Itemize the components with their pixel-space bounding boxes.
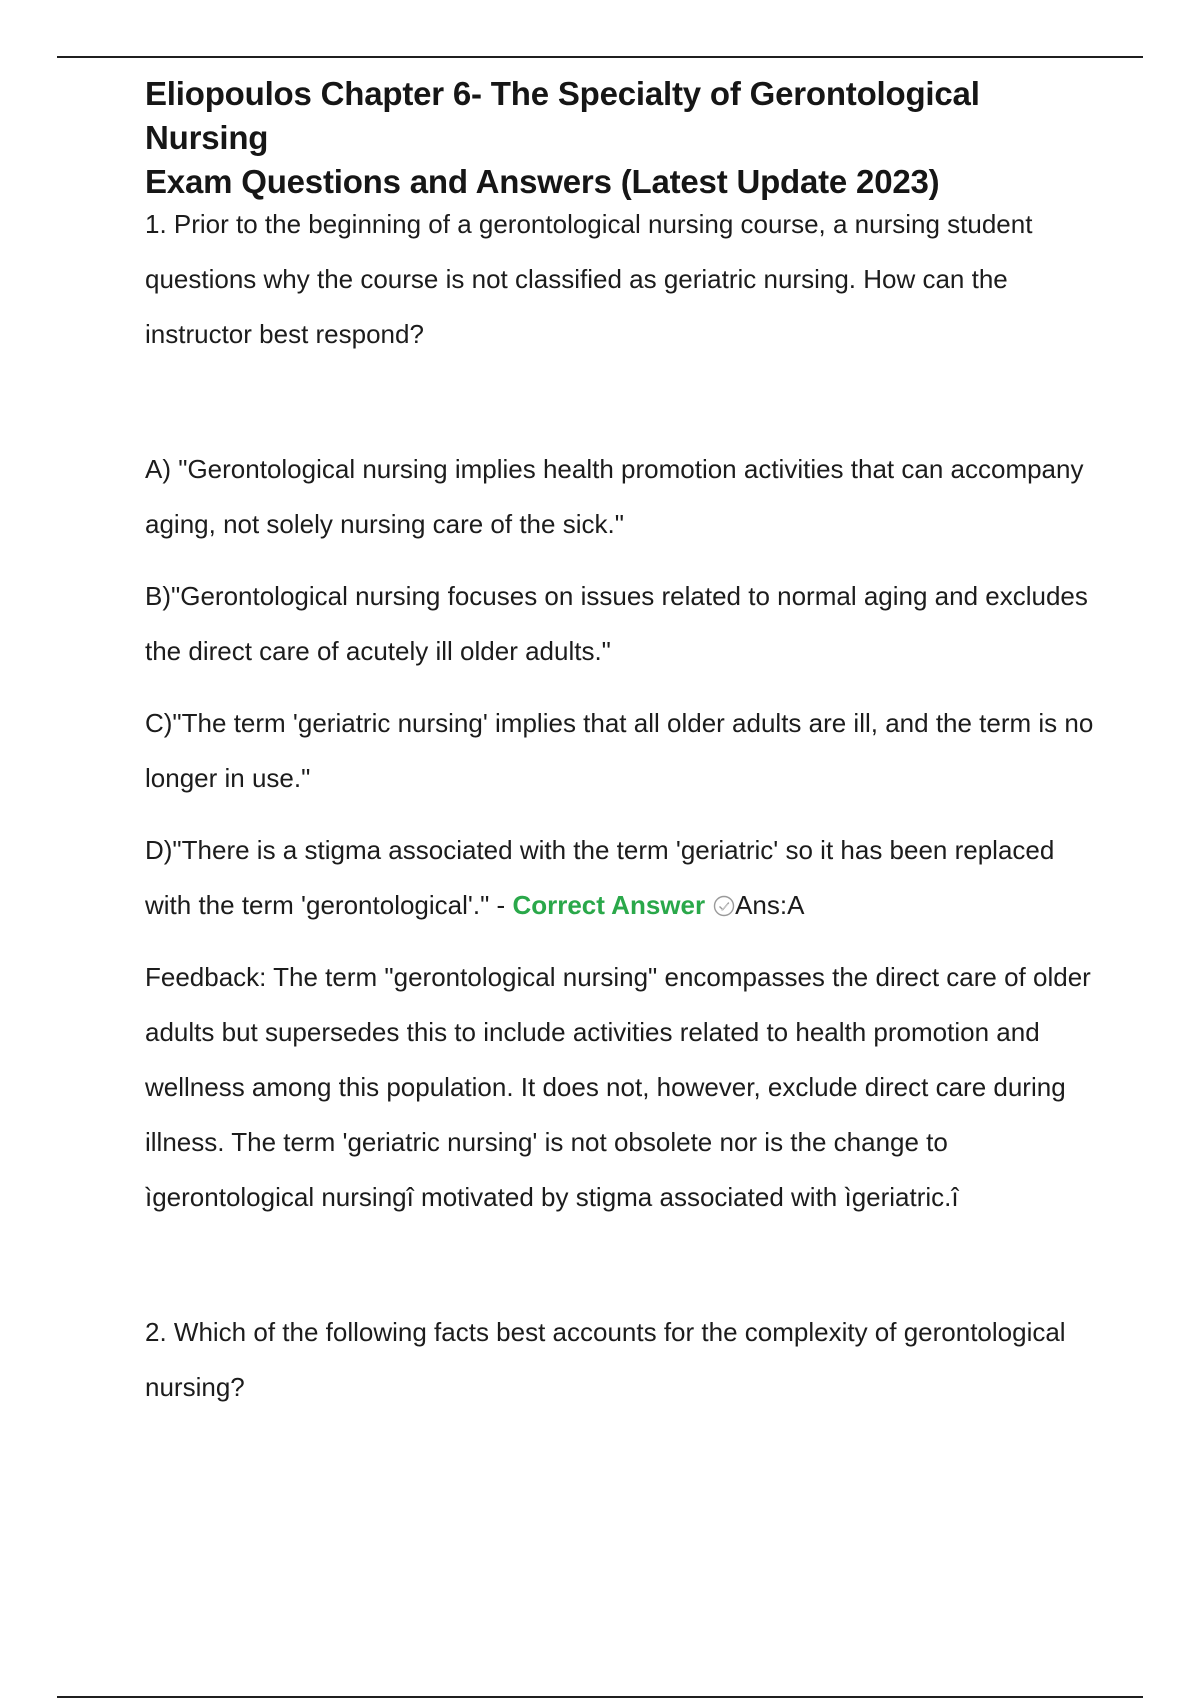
question-1-option-d: [145, 823, 1105, 933]
question-1-text: 1. Prior to the beginning of a gerontological nursing course, a nursing student questions why the course is not classified as geriatric nursing. How can the instructor best respond?: [145, 209, 1033, 349]
top-rule: [57, 56, 1143, 58]
option-d-text: D)"There is a stigma associated with the term 'geriatric' so it has been replaced with the term 'gerontological'." -: [145, 835, 1055, 920]
question-1-option-c: C)"The term 'geriatric nursing' implies that all older adults are ill, and the term is no longer in use.": [145, 708, 1094, 793]
bottom-rule: [57, 1696, 1143, 1698]
title-line-2: Exam Questions and Answers (Latest Update 2023): [145, 163, 940, 200]
correct-answer-label: Correct Answer: [512, 890, 706, 920]
document-body: [145, 72, 1105, 1415]
question-2-text: 2. Which of the following facts best accounts for the complexity of gerontological nursing?: [145, 1317, 1066, 1402]
question-1-option-a: A) "Gerontological nursing implies health promotion activities that can accompany aging, not solely nursing care of the sick.": [145, 454, 1084, 539]
title-line-1: Eliopoulos Chapter 6- The Specialty of Gerontological Nursing: [145, 75, 980, 156]
question-1-option-b: B)"Gerontological nursing focuses on issues related to normal aging and excludes the direct care of acutely ill older adults.": [145, 581, 1088, 666]
answer-key: Ans:A: [735, 890, 805, 920]
document-title: [145, 72, 1105, 204]
check-circle-icon: [713, 881, 735, 903]
question-1-feedback: Feedback: The term "gerontological nursing" encompasses the direct care of older adults but supersedes this to include activities related to health promotion and wellness among this population. It does not, however, exclude direct care during illness. The term 'geriatric nursing' is not obsolete nor is the change to ìgerontological nursingî motivated by stigma associated with ìgeriatric.î: [145, 962, 1091, 1212]
